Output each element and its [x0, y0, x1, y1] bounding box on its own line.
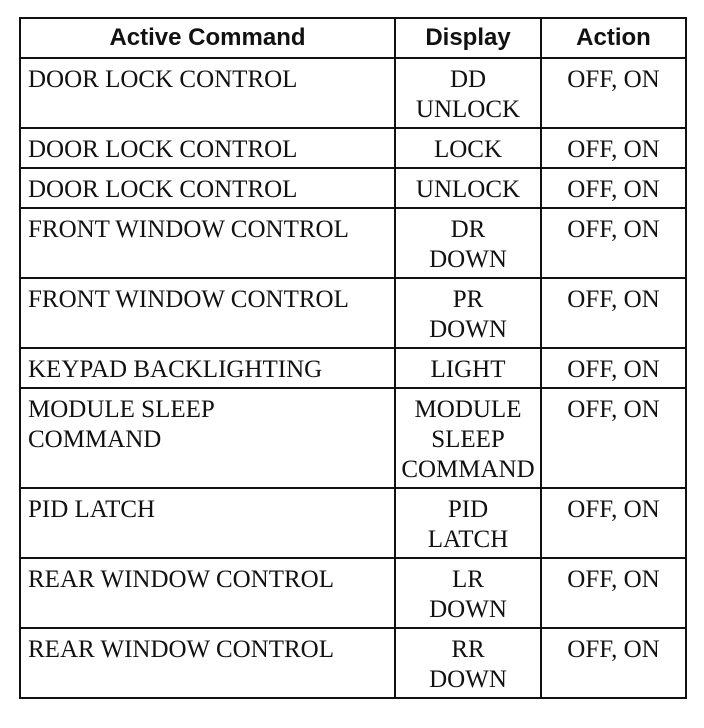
action-cell: OFF, ON — [541, 58, 686, 128]
command-cell: FRONT WINDOW CONTROL — [20, 278, 395, 348]
action-cell: OFF, ON — [541, 628, 686, 698]
command-cell: DOOR LOCK CONTROL — [20, 128, 395, 168]
table-row — [20, 128, 686, 168]
table-row — [20, 348, 686, 388]
header-action: Action — [541, 18, 686, 58]
header-active-command: Active Command — [20, 18, 395, 58]
display-cell: MODULE SLEEP COMMAND — [395, 388, 541, 488]
command-cell: DOOR LOCK CONTROL — [20, 58, 395, 128]
display-cell: UNLOCK — [395, 168, 541, 208]
table-row — [20, 278, 686, 348]
action-cell: OFF, ON — [541, 168, 686, 208]
action-cell: OFF, ON — [541, 128, 686, 168]
action-cell: OFF, ON — [541, 348, 686, 388]
display-cell: LIGHT — [395, 348, 541, 388]
display-cell: DR DOWN — [395, 208, 541, 278]
command-cell: REAR WINDOW CONTROL — [20, 558, 395, 628]
display-cell: PID LATCH — [395, 488, 541, 558]
table-row — [20, 488, 686, 558]
display-cell: LOCK — [395, 128, 541, 168]
active-command-table — [19, 17, 687, 699]
command-cell: FRONT WINDOW CONTROL — [20, 208, 395, 278]
display-cell: LR DOWN — [395, 558, 541, 628]
command-cell: MODULE SLEEP COMMAND — [20, 388, 395, 488]
table-row — [20, 628, 686, 698]
command-cell: REAR WINDOW CONTROL — [20, 628, 395, 698]
table-row — [20, 208, 686, 278]
command-cell: PID LATCH — [20, 488, 395, 558]
display-cell: PR DOWN — [395, 278, 541, 348]
table-row — [20, 558, 686, 628]
header-row — [20, 18, 686, 58]
action-cell: OFF, ON — [541, 488, 686, 558]
display-cell: DD UNLOCK — [395, 58, 541, 128]
display-cell: RR DOWN — [395, 628, 541, 698]
command-cell: DOOR LOCK CONTROL — [20, 168, 395, 208]
action-cell: OFF, ON — [541, 208, 686, 278]
action-cell: OFF, ON — [541, 558, 686, 628]
command-cell: KEYPAD BACKLIGHTING — [20, 348, 395, 388]
table-row — [20, 58, 686, 128]
action-cell: OFF, ON — [541, 388, 686, 488]
header-display: Display — [395, 18, 541, 58]
action-cell: OFF, ON — [541, 278, 686, 348]
table-row — [20, 388, 686, 488]
table-row — [20, 168, 686, 208]
